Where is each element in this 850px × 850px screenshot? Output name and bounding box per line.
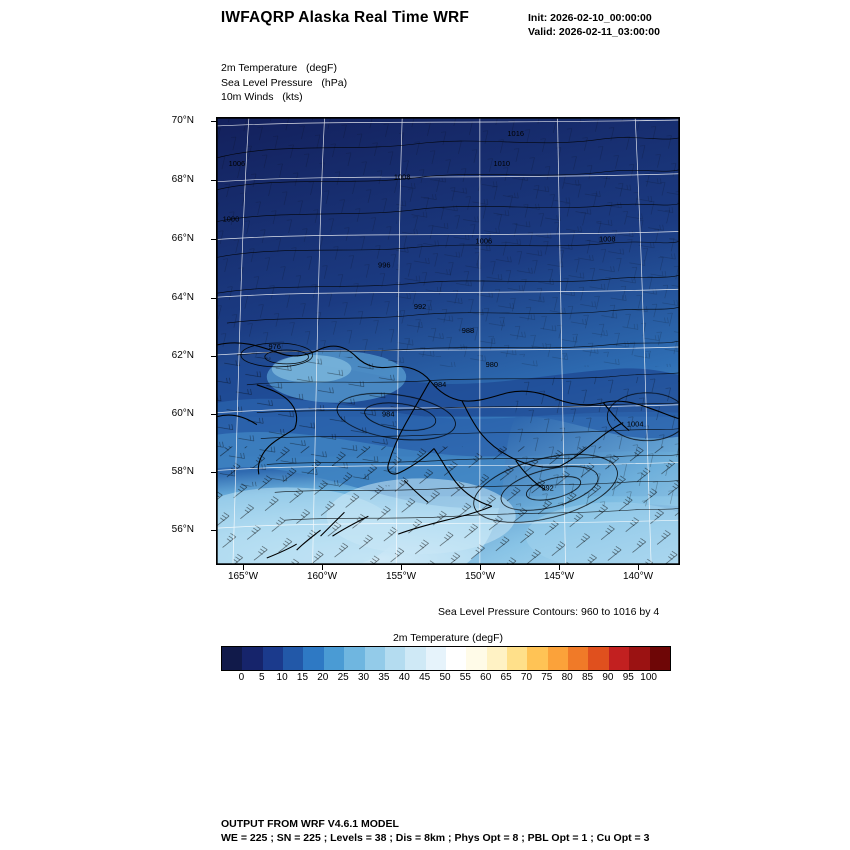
- valid-time: Valid: 2026-02-11_03:00:00: [528, 26, 660, 38]
- colorbar-swatch-16: [548, 647, 568, 670]
- colorbar-tick-5: 5: [258, 672, 265, 683]
- lat-tick: [211, 121, 216, 122]
- lat-label-62n: 62°N: [171, 350, 194, 361]
- field-item-temperature: 2m Temperature (degF): [221, 62, 337, 74]
- colorbar-swatch-1: [242, 647, 262, 670]
- lon-tick: [638, 565, 639, 570]
- lat-label-56n: 56°N: [171, 524, 194, 535]
- lon-tick: [480, 565, 481, 570]
- svg-text:1006: 1006: [475, 236, 493, 246]
- colorbar-tick-65: 65: [500, 672, 512, 683]
- colorbar-tick-45: 45: [419, 672, 431, 683]
- svg-text:984: 984: [382, 409, 395, 419]
- svg-text:1006: 1006: [228, 158, 246, 168]
- colorbar-tick-90: 90: [602, 672, 614, 683]
- lat-tick: [211, 472, 216, 473]
- colorbar-swatch-4: [303, 647, 323, 670]
- lat-tick: [211, 530, 216, 531]
- colorbar-swatch-5: [324, 647, 344, 670]
- svg-text:988: 988: [461, 326, 475, 336]
- colorbar-tick-75: 75: [541, 672, 553, 683]
- footer-line-2: WE = 225 ; SN = 225 ; Levels = 38 ; Dis = 8km ; Phys Opt = 8 ; PBL Opt = 1 ; Cu Opt = 3: [221, 832, 650, 844]
- lon-label-140w: 140°W: [622, 571, 654, 582]
- lat-tick: [211, 239, 216, 240]
- colorbar-tick-15: 15: [296, 672, 309, 683]
- colorbar-tick-40: 40: [398, 672, 410, 683]
- colorbar-tick-35: 35: [378, 672, 390, 683]
- field-list: [221, 61, 347, 105]
- svg-text:976: 976: [268, 341, 281, 351]
- colorbar-tick-95: 95: [622, 672, 634, 683]
- lon-label-145w: 145°W: [543, 571, 575, 582]
- lat-label-64n: 64°N: [171, 292, 194, 303]
- colorbar-tick-85: 85: [581, 672, 594, 683]
- lat-tick: [211, 298, 216, 299]
- svg-text:1016: 1016: [507, 128, 525, 138]
- colorbar-tick-50: 50: [439, 672, 451, 683]
- pressure-contour-note: Sea Level Pressure Contours: 960 to 1016 by 4: [438, 606, 660, 618]
- lon-label-165w: 165°W: [227, 571, 259, 582]
- colorbar-tick-80: 80: [561, 672, 573, 683]
- svg-text:980: 980: [485, 359, 499, 369]
- colorbar-tick-100: 100: [640, 672, 657, 683]
- colorbar-swatch-7: [365, 647, 385, 670]
- lon-label-150w: 150°W: [464, 571, 496, 582]
- svg-text:996: 996: [378, 260, 391, 270]
- footer-line-1: OUTPUT FROM WRF V4.6.1 MODEL: [221, 818, 399, 830]
- colorbar-tick-25: 25: [337, 672, 349, 683]
- colorbar-swatch-2: [263, 647, 283, 670]
- field-item-pressure: Sea Level Pressure (hPa): [221, 76, 348, 89]
- page-title: IWFAQRP Alaska Real Time WRF: [220, 9, 470, 26]
- lat-label-60n: 60°N: [171, 408, 194, 419]
- svg-text:1008: 1008: [393, 172, 411, 182]
- init-time: Init: 2026-02-10_00:00:00: [528, 12, 652, 24]
- colorbar-swatch-20: [629, 647, 649, 670]
- colorbar-swatch-10: [426, 647, 446, 670]
- colorbar-title: 2m Temperature (degF): [392, 632, 504, 644]
- colorbar-swatch-8: [385, 647, 405, 670]
- svg-text:1008: 1008: [599, 234, 616, 244]
- lat-tick: [211, 356, 216, 357]
- colorbar-tick-labels: [221, 672, 671, 688]
- lon-tick: [243, 565, 244, 570]
- lon-tick: [322, 565, 323, 570]
- map-panel[interactable]: [216, 117, 680, 565]
- map-canvas: [217, 118, 679, 564]
- colorbar-swatch-6: [344, 647, 364, 670]
- colorbar-tick-0: 0: [238, 672, 245, 683]
- colorbar-swatch-15: [527, 647, 547, 670]
- field-item-winds: 10m Winds (kts): [221, 91, 303, 103]
- lat-label-68n: 68°N: [171, 174, 194, 185]
- lon-tick: [401, 565, 402, 570]
- lat-label-58n: 58°N: [171, 466, 194, 477]
- svg-text:984: 984: [433, 379, 447, 389]
- colorbar-swatch-17: [568, 647, 588, 670]
- colorbar-tick-60: 60: [480, 672, 492, 683]
- colorbar-swatch-14: [507, 647, 527, 670]
- lon-label-155w: 155°W: [385, 571, 417, 582]
- colorbar-swatch-18: [588, 647, 608, 670]
- colorbar-tick-70: 70: [520, 672, 533, 683]
- colorbar-swatch-0: [222, 647, 242, 670]
- svg-text:1000: 1000: [222, 214, 240, 224]
- colorbar-swatch-9: [405, 647, 425, 670]
- colorbar-tick-55: 55: [459, 672, 471, 683]
- lon-tick: [559, 565, 560, 570]
- svg-text:992: 992: [413, 302, 427, 312]
- svg-text:992: 992: [541, 483, 554, 493]
- colorbar-swatch-12: [466, 647, 486, 670]
- lat-tick: [211, 414, 216, 415]
- lat-label-66n: 66°N: [171, 233, 194, 244]
- lat-tick: [211, 180, 216, 181]
- model-output-footer: [221, 817, 649, 845]
- svg-text:1010: 1010: [493, 158, 511, 168]
- svg-text:1004: 1004: [626, 419, 644, 429]
- temperature-colorbar: [221, 646, 671, 671]
- colorbar-tick-10: 10: [276, 672, 288, 683]
- lon-label-160w: 160°W: [306, 571, 338, 582]
- colorbar-swatch-11: [446, 647, 466, 670]
- colorbar-tick-30: 30: [357, 672, 370, 683]
- colorbar-swatch-19: [609, 647, 629, 670]
- model-run-times: [528, 11, 660, 39]
- colorbar-tick-20: 20: [317, 672, 329, 683]
- colorbar-swatch-21: [650, 647, 670, 670]
- colorbar-swatch-3: [283, 647, 303, 670]
- lat-label-70n: 70°N: [171, 115, 194, 126]
- colorbar-swatch-13: [487, 647, 507, 670]
